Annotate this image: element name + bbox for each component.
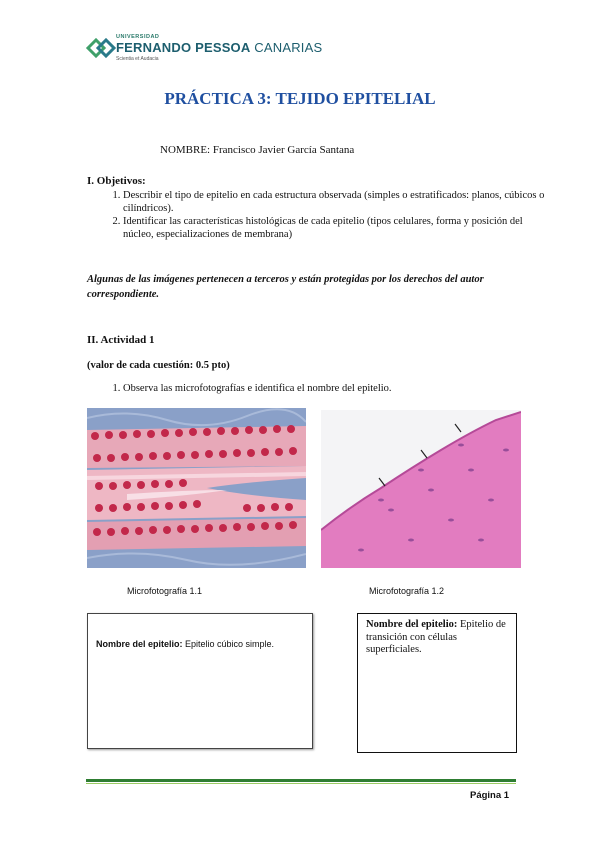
logo-university-label: UNIVERSIDAD — [116, 34, 160, 40]
question-value: (valor de cada cuestión: 0.5 pto) — [87, 360, 230, 371]
caption-micrograph-1-1: Microfotografía 1.1 — [127, 586, 203, 596]
objective-item: 2. Identificar las características histológicas de cada epitelio (tipos celulares, forma y posición del núcleo, especializaciones de membrana) — [123, 216, 548, 241]
question-list — [87, 383, 548, 394]
student-name: NOMBRE: Francisco Javier García Santana — [160, 144, 355, 156]
question-item: 1. Observa las microfotografías e identifica el nombre del epitelio. — [123, 383, 548, 394]
page-title: PRÁCTICA 3: TEJIDO EPITELIAL — [164, 89, 436, 108]
micrograph-1-2 — [321, 410, 521, 568]
objectives-list — [87, 190, 548, 242]
logo-motto: Scientia et Audacia — [116, 56, 159, 62]
answer-box-2[interactable] — [357, 613, 517, 753]
answer-1-text: Nombre del epitelio: Epitelio cúbico simple. — [96, 639, 275, 649]
logo-name: FERNANDO PESSOA CANARIAS — [116, 40, 323, 55]
page-number: Página 1 — [470, 790, 510, 801]
objectives-heading: I. Objetivos: — [87, 175, 146, 187]
answer-2-text: Nombre del epitelio: Epitelio de transición con células superficiales. — [366, 619, 506, 655]
footer-divider — [86, 779, 516, 782]
micrograph-1-1 — [87, 408, 306, 568]
activity-heading: II. Actividad 1 — [87, 334, 155, 346]
copyright-note: Algunas de las imágenes pertenecen a terceros y están protegidas por los derechos del autor correspondiente. — [87, 274, 484, 300]
objective-item: 1. Describir el tipo de epitelio en cada estructura observada (simples o estratificados: planos, cúbicos o cilíndricos). — [123, 190, 548, 215]
caption-micrograph-1-2: Microfotografía 1.2 — [369, 586, 445, 596]
answer-box-1[interactable] — [87, 613, 313, 749]
footer-divider-accent — [86, 783, 516, 784]
